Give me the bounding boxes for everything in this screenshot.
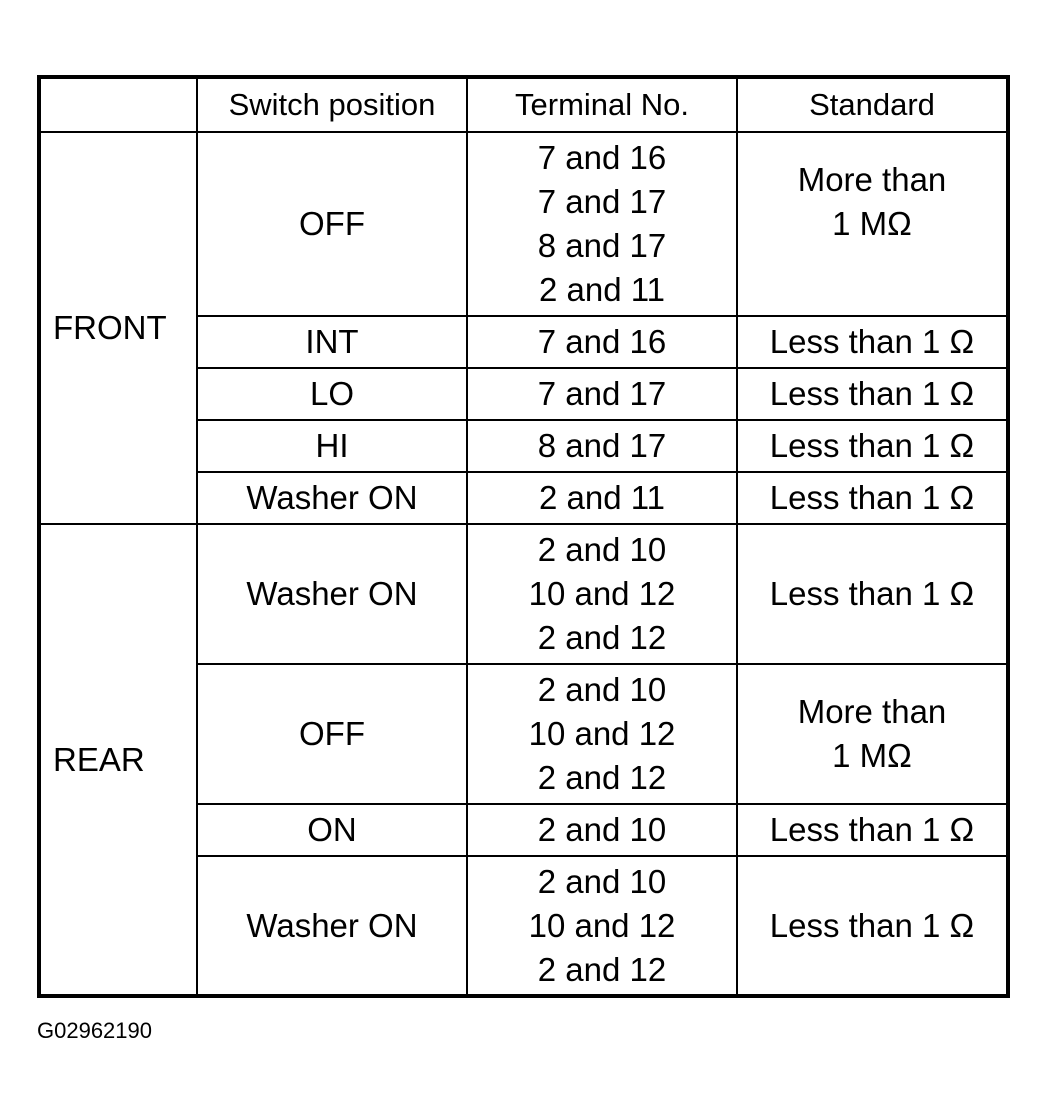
header-switch-position: Switch position <box>197 77 467 132</box>
switch-position-cell: Washer ON <box>197 524 467 664</box>
switch-position-cell: OFF <box>197 132 467 316</box>
terminal-pair: 2 and 10 <box>537 531 667 568</box>
switch-position-cell: HI <box>197 420 467 472</box>
switch-position-cell: Washer ON <box>197 472 467 524</box>
terminal-pair: 7 and 16 <box>537 323 667 360</box>
terminal-pair: 2 and 10 <box>537 862 667 900</box>
table-row <box>39 132 1008 316</box>
standard-cell <box>737 420 1008 472</box>
terminal-cell <box>467 420 737 472</box>
terminal-pair: 7 and 16 <box>537 139 667 176</box>
standard-cell <box>737 524 1008 664</box>
terminal-cell <box>467 524 737 664</box>
switch-position-cell: ON <box>197 804 467 856</box>
standard-cell <box>737 368 1008 420</box>
terminal-pair: 2 and 10 <box>537 811 667 848</box>
terminal-pair: 2 and 10 <box>537 671 667 708</box>
standard-line: More than <box>797 161 947 198</box>
terminal-pair: 7 and 17 <box>537 375 667 412</box>
terminal-pair: 2 and 11 <box>538 479 665 516</box>
terminal-pair: 2 and 12 <box>537 619 667 656</box>
terminal-pair: 10 and 12 <box>528 906 676 944</box>
header-group <box>39 77 197 132</box>
switch-position-cell: LO <box>197 368 467 420</box>
switch-position-cell: Washer ON <box>197 856 467 996</box>
terminal-pair: 2 and 11 <box>538 271 665 308</box>
terminal-cell <box>467 856 737 996</box>
standard-line: More than <box>797 693 947 730</box>
terminal-pair: 8 and 17 <box>537 427 667 464</box>
terminal-pair: 2 and 12 <box>537 759 667 796</box>
group-label-front: FRONT <box>39 132 197 524</box>
terminal-cell <box>467 472 737 524</box>
terminal-cell <box>467 132 737 316</box>
standard-line: 1 MΩ <box>832 737 912 774</box>
switch-inspection-table <box>37 75 1010 998</box>
standard-cell <box>737 804 1008 856</box>
standard-cell <box>737 316 1008 368</box>
standard-line: Less than 1 Ω <box>769 575 975 612</box>
switch-position-cell: OFF <box>197 664 467 804</box>
terminal-pair: 7 and 17 <box>537 183 667 220</box>
terminal-pair: 2 and 12 <box>537 950 667 988</box>
figure-code: G02962190 <box>37 1018 152 1043</box>
terminal-cell <box>467 664 737 804</box>
standard-line: Less than 1 Ω <box>769 906 975 944</box>
standard-line: Less than 1 Ω <box>769 811 975 848</box>
standard-cell <box>737 856 1008 996</box>
header-standard: Standard <box>737 77 1008 132</box>
terminal-cell <box>467 368 737 420</box>
header-row <box>39 77 1008 132</box>
standard-line: Less than 1 Ω <box>769 323 975 360</box>
standard-cell <box>737 132 1008 316</box>
table-row <box>39 524 1008 664</box>
terminal-cell <box>467 804 737 856</box>
standard-line: 1 MΩ <box>832 205 912 242</box>
header-terminal-no: Terminal No. <box>467 77 737 132</box>
terminal-pair: 8 and 17 <box>537 227 667 264</box>
standard-cell <box>737 664 1008 804</box>
terminal-pair: 10 and 12 <box>528 575 676 612</box>
standard-cell <box>737 472 1008 524</box>
standard-line: Less than 1 Ω <box>769 479 975 516</box>
standard-line: Less than 1 Ω <box>769 427 975 464</box>
group-label-rear: REAR <box>39 524 197 996</box>
standard-line: Less than 1 Ω <box>769 375 975 412</box>
terminal-pair: 10 and 12 <box>528 715 676 752</box>
terminal-cell <box>467 316 737 368</box>
switch-position-cell: INT <box>197 316 467 368</box>
